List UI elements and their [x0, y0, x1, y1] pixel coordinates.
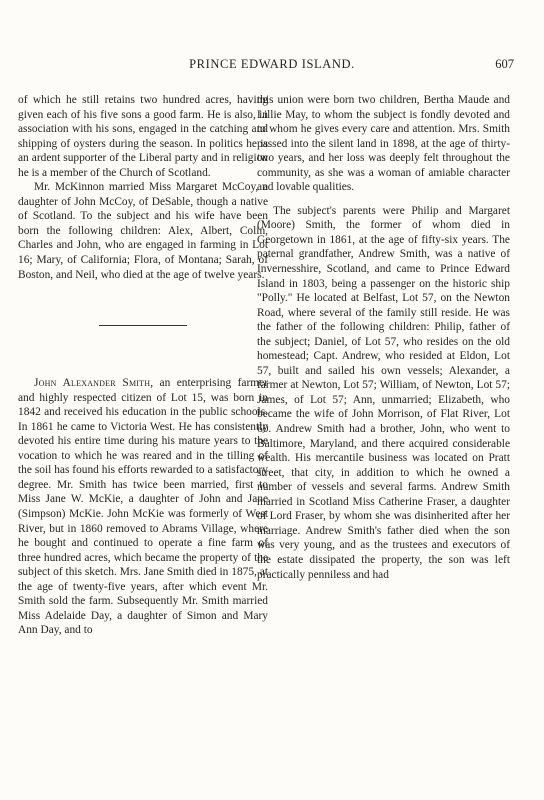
- section-divider: [99, 325, 187, 326]
- subject-name: John Alexander Smith: [34, 377, 151, 390]
- left-column: [18, 93, 268, 638]
- right-column: [257, 93, 510, 582]
- page-number: 607: [495, 57, 514, 71]
- running-header: [0, 57, 544, 73]
- left-paragraph-continuation: of which he still retains two hundred acres, having given each of his five sons a good farm. He is also, in association with his sons, engaged in the catching and shipping of oysters during the season. In politics he is an ardent supporter of the Liberal party and in religion he is a member of the Church of Scotland.: [18, 94, 268, 179]
- running-title: PRINCE EDWARD ISLAND.: [189, 57, 355, 71]
- right-paragraph-parents: The subject's parents were Philip and Margaret (Moore) Smith, the former of whom died in Georgetown in 1861, at the age of fifty-six years. The paternal grandfather, Andrew Smith, was a native of Invernesshire, Scotland, and came to Prince Edward Island in 1803, being a passenger on the historic ship "Polly." He located at Belfast, Lot 57, on the Newton Road, where several of the family still reside. He was the father of the following children: Philip, father of the subject; Daniel, of Lot 57, who resides on the old homestead; Capt. Andrew, who resided at Eldon, Lot 57, built and sailed his own vessels; Alexander, a farmer at Newton, Lot 57; William, of Newton, Lot 57; James, of Lot 57; Ann, unmarried; Elizabeth, who became the wife of John Morrison, of Flat River, Lot 60. Andrew Smith had a brother, John, who went to Baltimore, Maryland, and there acquired considerable wealth. His mercantile business was located on Pratt street, that city, in addition to which he owned a number of vessels and several farms. Andrew Smith married in Scotland Miss Catherine Fraser, a daughter of Lord Fraser, by whom she was disinherited after her marriage. Andrew Smith's father died when the son was very young, and as the trustees and executors of the estate dissipated the property, the son was left practically penniless and had: [257, 204, 510, 581]
- left-paragraph-smith-biography: [18, 376, 268, 638]
- smith-biography-text: , an enterprising farmer and highly respected citizen of Lot 15, was born in 1842 and received his education in the public schools. In 1861 he came to Victoria West. He has consistently devoted his entire time during his mature years to the vocation to which he was reared and in the tilling of the soil has found his efforts rewarded to a satisfactory degree. Mr. Smith has twice been married, first to Miss Jane W. McKie, a daughter of John and Jane (Simpson) McKie. John McKie was formerly of West River, but in 1860 removed to Abrams Village, where he bought and continued to operate a fine farm of three hundred acres, which became the property of the subject of this sketch. Mrs. Jane Smith died in 1875, at the age of twenty-five years, after which event Mr. Smith sold the farm. Subsequently Mr. Smith married Miss Adelaide Day, a daughter of Simon and Mary Ann Day, and to: [18, 377, 268, 637]
- left-paragraph-mckinnon-marriage: Mr. McKinnon married Miss Margaret McCoy, a daughter of John McCoy, of DeSable, though a native of Scotland. To the subject and his wife have been born the following children: Alex, Albert, Colin, Charles and John, who are engaged in farming in Lot 16; Mary, of California; Flora, of Montana; Sarah, of Boston, and Neil, who died at the age of twelve years.: [18, 181, 268, 281]
- right-paragraph-children: this union were born two children, Bertha Maude and Lillie May, to whom the subject is fondly devoted and to whom he gives every care and attention. Mrs. Smith passed into the silent land in 1898, at the age of thirty-two years, and her loss was deeply felt throughout the community, as she was a woman of amiable character and lovable qualities.: [257, 94, 510, 194]
